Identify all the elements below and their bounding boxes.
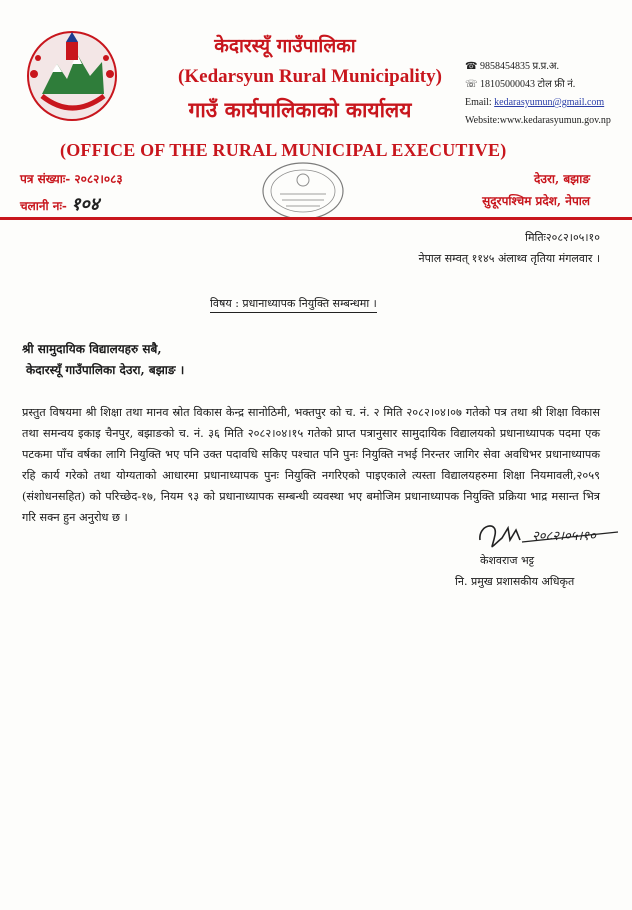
chalani-label: चलानी नः- xyxy=(20,199,67,213)
chalani-number-handwritten: १०४ xyxy=(71,194,100,215)
email-label: Email: xyxy=(465,97,492,108)
letter-body: प्रस्तुत विषयमा श्री शिक्षा तथा मानव स्रोत विकास केन्द्र सानोठिमी, भक्तपुर को च. नं. २ मिति २०८२।०४।०७ गतेको पत्र तथा श्री शिक्षा विकास तथा समन्वय इकाइ चैनपुर, बझाङको च. नं. ३६ मिति २०८२।०४।१५ गतेको प्राप्त पत्रानुसार सामुदायिक विद्यालयको प्रधानाध्यापक पदमा एक पटकमा पाँच वर्षका लागि नियुक्ति भए पनि उक्त पदावधि सकिए पश्चात पनि पुनः नियुक्ति नभई निरन्तर जागिर सेवा अवधिभर प्रधानाध्यापक रहि कार्य गरेको तथा योग्यताको आधारमा प्रधानाध्यापक पुनः नियुक्ति नगरिएको पाइएकाले त्यस्ता विद्यालयहरुमा शिक्षा नियमावली,२०५९ (संशोधनसहित) को परिच्छेद-१७, नियम ९३ को प्रधानाध्यापक सम्बन्धी व्यवस्था भए बमोजिम प्रधानाध्यापक नियुक्ति प्रक्रिया भाद्र मसान्त भित्र गरि सक्न हुन अनुरोध छ । xyxy=(22,406,600,524)
office-name-np: गाउँ कार्यपालिकाको कार्यालय xyxy=(188,97,412,122)
recipient-line1: श्री सामुदायिक विद्यालयहरु सबै, xyxy=(22,342,162,356)
signatory-title: नि. प्रमुख प्रशासकीय अधिकृत xyxy=(455,575,575,588)
nepal-emblem-icon xyxy=(22,24,122,124)
telephone-icon: ☏ xyxy=(465,79,481,90)
office-name-en: (OFFICE OF THE RURAL MUNICIPAL EXECUTIVE) xyxy=(60,140,507,160)
patra-sankhya: पत्र संख्याः- २०८२।०८३ xyxy=(20,172,123,186)
municipality-name-np: केदारस्यूँ गाउँपालिका xyxy=(214,35,356,57)
address-line2: सुदूरपश्चिम प्रदेश, नेपाल xyxy=(482,194,590,208)
chalani-line xyxy=(20,192,99,216)
email-link[interactable]: kedarasyumun@gmail.com xyxy=(494,97,605,108)
header-divider xyxy=(0,217,632,220)
website-line[interactable]: Website:www.kedarasyumun.gov.np xyxy=(465,115,611,126)
contact-block xyxy=(465,58,611,130)
nepal-sambat-date: नेपाल सम्वत् ११४५ अंलाथ्व तृतिया मंगलवार । xyxy=(418,252,600,265)
svg-text:२०८२।०५।१०: २०८२।०५।१० xyxy=(532,529,596,544)
letter-date: मितिः२०८२।०५।१० xyxy=(525,231,600,244)
mobile-number: 9858454835 प्र.प्र.अ. xyxy=(479,61,559,72)
phone-icon: ☎ xyxy=(465,61,480,72)
tollfree-line xyxy=(465,76,611,94)
signatory-name: केशवराज भट्ट xyxy=(480,554,535,567)
tollfree-number: 18105000043 टोल फ्री नं. xyxy=(480,79,576,90)
address-line1: देउरा, बझाङ xyxy=(534,172,590,186)
municipality-name-en: (Kedarsyun Rural Municipality) xyxy=(178,66,442,87)
email-line xyxy=(465,94,611,112)
recipient-line2: केदारस्यूँ गाउँपालिका देउरा, बझाङ । xyxy=(26,363,185,377)
office-stamp-icon xyxy=(258,160,348,222)
letter-subject: विषय : प्रधानाध्यापक नियुक्ति सम्बन्धमा । xyxy=(210,296,377,313)
mobile-line xyxy=(465,58,611,76)
